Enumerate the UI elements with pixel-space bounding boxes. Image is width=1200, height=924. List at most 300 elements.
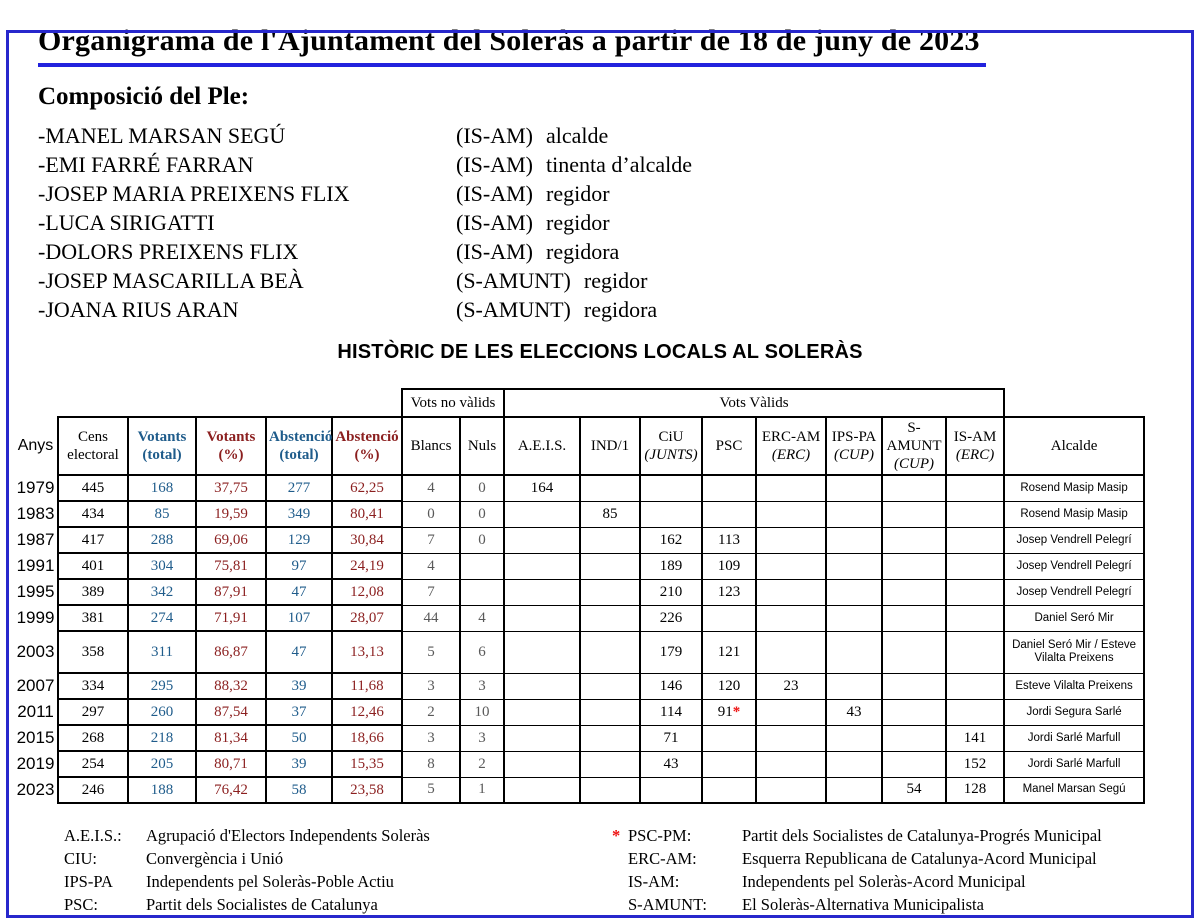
cell-psc — [702, 605, 756, 631]
column-header-ciu — [640, 417, 702, 475]
cell-samunt — [882, 475, 946, 501]
legend-abbr: PSC-PM: — [628, 826, 692, 845]
legend-definition: Agrupació d'Electors Independents Soleràs — [146, 826, 430, 845]
footnote-star-spacer — [612, 847, 628, 870]
member-name: -LUCA SIRIGATTI — [38, 210, 215, 235]
cell-abstencio-total: 349 — [266, 501, 332, 527]
legend-abbr: PSC: — [64, 895, 98, 914]
table-head — [14, 389, 1144, 475]
cell-ercam — [756, 527, 826, 553]
column-header-abst_total — [266, 417, 332, 475]
cell-ipspa — [826, 475, 882, 501]
column-header-votants_pct — [196, 417, 266, 475]
cell-abstencio-total: 58 — [266, 777, 332, 803]
cell-nuls: 0 — [460, 527, 504, 553]
legend-definition: Convergència i Unió — [146, 849, 284, 868]
cell-abstencio-total: 37 — [266, 699, 332, 725]
column-header-abst_pct — [332, 417, 402, 475]
cell-abstencio-total: 47 — [266, 631, 332, 673]
cell-psc: 121 — [702, 631, 756, 673]
legend-definition: Partit dels Socialistes de Catalunya — [146, 895, 378, 914]
member-name: -JOANA RIUS ARAN — [38, 297, 239, 322]
cell-votants-total: 311 — [128, 631, 196, 673]
legend-abbr: A.E.I.S.: — [64, 826, 122, 845]
cell-nuls: 4 — [460, 605, 504, 631]
cell-alcalde: Daniel Seró Mir — [1004, 605, 1144, 631]
cell-cens: 445 — [58, 475, 128, 501]
table-row — [14, 553, 1144, 579]
cell-alcalde: Josep Vendrell Pelegrí — [1004, 579, 1144, 605]
column-header-isam — [946, 417, 1004, 475]
cell-abstencio-total: 107 — [266, 605, 332, 631]
cell-votants-pct: 87,91 — [196, 579, 266, 605]
legend-item — [64, 847, 612, 870]
member-row — [38, 208, 1200, 237]
cell-ind1 — [580, 777, 640, 803]
cell-ercam — [756, 631, 826, 673]
column-header-line: (CUP) — [894, 456, 935, 472]
column-header-line: A.E.I.S. — [517, 438, 567, 454]
cell-blancs: 4 — [402, 475, 460, 501]
cell-abstencio-total: 47 — [266, 579, 332, 605]
spacer-cell — [14, 389, 58, 417]
cell-blancs: 7 — [402, 527, 460, 553]
cell-abstencio-pct: 12,46 — [332, 699, 402, 725]
cell-votants-pct: 80,71 — [196, 751, 266, 777]
member-role: regidora — [546, 239, 620, 264]
year-label: 1995 — [16, 582, 55, 601]
cell-alcalde: Josep Vendrell Pelegrí — [1004, 527, 1144, 553]
legend-item — [64, 870, 612, 893]
cell-alcalde: Rosend Masip Masip — [1004, 501, 1144, 527]
cell-aeis — [504, 699, 580, 725]
member-name: -MANEL MARSAN SEGÚ — [38, 123, 286, 148]
member-party: (IS-AM) — [456, 152, 533, 177]
cell-blancs: 5 — [402, 777, 460, 803]
cell-votants-total: 205 — [128, 751, 196, 777]
member-name: -JOSEP MASCARILLA BEÀ — [38, 268, 304, 293]
cell-ciu: 179 — [640, 631, 702, 673]
column-header-line: (total) — [279, 447, 319, 463]
table-row — [14, 527, 1144, 553]
cell-ciu: 146 — [640, 673, 702, 699]
footnote-star-spacer — [612, 893, 628, 916]
cell-ercam — [756, 725, 826, 751]
column-header-row — [14, 417, 1144, 475]
column-header-line: IND/1 — [590, 438, 630, 454]
cell-samunt — [882, 673, 946, 699]
cell-alcalde: Manel Marsan Segú — [1004, 777, 1144, 803]
cell-ipspa — [826, 751, 882, 777]
cell-alcalde: Jordi Segura Sarlé — [1004, 699, 1144, 725]
col-group-header-invalid: Vots no vàlids — [402, 389, 504, 417]
table-title: HISTÒRIC DE LES ELECCIONS LOCALS AL SOLERÀS — [337, 341, 863, 363]
cell-abstencio-pct: 62,25 — [332, 475, 402, 501]
table-row — [14, 501, 1144, 527]
cell-blancs: 8 — [402, 751, 460, 777]
cell-psc — [702, 725, 756, 751]
cell-nuls — [460, 553, 504, 579]
cell-psc — [702, 751, 756, 777]
legend-abbr: IPS-PA — [64, 872, 113, 891]
cell-blancs: 5 — [402, 631, 460, 673]
cell-ipspa — [826, 553, 882, 579]
cell-samunt — [882, 579, 946, 605]
cell-aeis — [504, 501, 580, 527]
legend-item — [64, 893, 612, 916]
footnote-star: * — [612, 826, 621, 845]
member-role: regidor — [583, 268, 648, 293]
column-header-line: Abstenció — [269, 429, 333, 445]
member-party: (S-AMUNT) — [456, 268, 571, 293]
cell-votants-total: 304 — [128, 553, 196, 579]
year-label: 1979 — [16, 478, 55, 497]
legend-item — [612, 847, 1102, 870]
cell-aeis — [504, 527, 580, 553]
column-header-line: S-AMUNT — [886, 420, 942, 454]
footnote-star-spacer — [612, 870, 628, 893]
cell-votants-total: 168 — [128, 475, 196, 501]
legend-abbr: ERC-AM: — [628, 849, 697, 868]
member-name: -EMI FARRÉ FARRAN — [38, 152, 254, 177]
cell-ercam — [756, 501, 826, 527]
cell-ercam — [756, 475, 826, 501]
cell-ercam — [756, 579, 826, 605]
legend-definition: Independents pel Soleràs-Acord Municipal — [742, 872, 1026, 891]
cell-ciu: 189 — [640, 553, 702, 579]
cell-abstencio-total: 39 — [266, 751, 332, 777]
cell-votants-pct: 87,54 — [196, 699, 266, 725]
cell-samunt — [882, 751, 946, 777]
cell-ercam — [756, 699, 826, 725]
cell-aeis — [504, 553, 580, 579]
cell-votants-total: 295 — [128, 673, 196, 699]
cell-blancs: 7 — [402, 579, 460, 605]
column-header-line: Alcalde — [1050, 438, 1098, 454]
column-header-line: Cens — [78, 429, 108, 445]
legend-definition: Independents pel Soleràs-Poble Actiu — [146, 872, 394, 891]
column-header-ind1 — [580, 417, 640, 475]
member-row — [38, 179, 1200, 208]
cell-votants-pct: 75,81 — [196, 553, 266, 579]
cell-isam — [946, 673, 1004, 699]
member-role: alcalde — [546, 123, 609, 148]
table-row — [14, 579, 1144, 605]
cell-blancs: 4 — [402, 553, 460, 579]
cell-ipspa — [826, 501, 882, 527]
cell-aeis — [504, 579, 580, 605]
cell-abstencio-pct: 28,07 — [332, 605, 402, 631]
column-header-line: Nuls — [467, 438, 497, 454]
cell-aeis — [504, 751, 580, 777]
member-row — [38, 150, 1200, 179]
table-row — [14, 725, 1144, 751]
cell-samunt — [882, 527, 946, 553]
cell-abstencio-pct: 11,68 — [332, 673, 402, 699]
legend — [64, 824, 1200, 916]
legend-abbr: CIU: — [64, 849, 97, 868]
cell-aeis — [504, 605, 580, 631]
cell-isam — [946, 475, 1004, 501]
cell-votants-total: 288 — [128, 527, 196, 553]
members-list — [38, 121, 1200, 324]
column-header-cens — [58, 417, 128, 475]
cell-isam — [946, 527, 1004, 553]
member-row — [38, 295, 1200, 324]
cell-votants-total: 260 — [128, 699, 196, 725]
cell-abstencio-pct: 13,13 — [332, 631, 402, 673]
legend-definition: Partit dels Socialistes de Catalunya-Progrés Municipal — [742, 826, 1102, 845]
legend-definition: El Soleràs-Alternativa Municipalista — [742, 895, 984, 914]
spacer-cell — [58, 389, 402, 417]
column-header-line: (JUNTS) — [644, 447, 698, 463]
cell-cens: 297 — [58, 699, 128, 725]
member-row — [38, 121, 1200, 150]
table-row — [14, 605, 1144, 631]
column-header-line: CiU — [658, 429, 684, 445]
cell-isam — [946, 579, 1004, 605]
member-row — [38, 266, 1200, 295]
cell-ind1 — [580, 631, 640, 673]
cell-abstencio-pct: 80,41 — [332, 501, 402, 527]
cell-votants-pct: 76,42 — [196, 777, 266, 803]
column-header-line: PSC — [715, 438, 743, 454]
column-header-blancs — [402, 417, 460, 475]
cell-ipspa — [826, 579, 882, 605]
cell-blancs: 3 — [402, 673, 460, 699]
table-body — [14, 475, 1144, 803]
cell-votants-pct: 81,34 — [196, 725, 266, 751]
section-title: Composició del Ple: — [38, 83, 250, 110]
year-label: 2015 — [16, 728, 55, 747]
cell-ciu: 210 — [640, 579, 702, 605]
cell-cens: 254 — [58, 751, 128, 777]
column-header-aeis — [504, 417, 580, 475]
cell-abstencio-pct: 23,58 — [332, 777, 402, 803]
cell-ercam: 23 — [756, 673, 826, 699]
cell-ciu — [640, 501, 702, 527]
cell-cens: 417 — [58, 527, 128, 553]
legend-item — [612, 893, 1102, 916]
column-header-line: (%) — [218, 447, 244, 463]
col-group-header-valid: Vots Vàlids — [504, 389, 1004, 417]
cell-psc — [702, 777, 756, 803]
cell-ipspa — [826, 605, 882, 631]
cell-cens: 358 — [58, 631, 128, 673]
cell-ipspa — [826, 631, 882, 673]
cell-isam — [946, 699, 1004, 725]
table-row — [14, 699, 1144, 725]
cell-psc: 120 — [702, 673, 756, 699]
footnote-star: * — [732, 703, 741, 720]
cell-aeis — [504, 725, 580, 751]
column-header-psc — [702, 417, 756, 475]
cell-aeis — [504, 631, 580, 673]
member-party: (S-AMUNT) — [456, 297, 571, 322]
cell-ipspa — [826, 725, 882, 751]
cell-ind1 — [580, 605, 640, 631]
legend-abbr: IS-AM: — [628, 872, 680, 891]
cell-cens: 268 — [58, 725, 128, 751]
spacer-cell — [1004, 389, 1144, 417]
cell-aeis: 164 — [504, 475, 580, 501]
cell-alcalde: Jordi Sarlé Marfull — [1004, 751, 1144, 777]
cell-abstencio-pct: 15,35 — [332, 751, 402, 777]
cell-ipspa — [826, 673, 882, 699]
cell-ind1 — [580, 553, 640, 579]
cell-cens: 401 — [58, 553, 128, 579]
cell-cens: 246 — [58, 777, 128, 803]
cell-abstencio-total: 97 — [266, 553, 332, 579]
cell-samunt — [882, 605, 946, 631]
cell-votants-total: 218 — [128, 725, 196, 751]
cell-isam: 152 — [946, 751, 1004, 777]
column-header-ipspa — [826, 417, 882, 475]
legend-abbr: S-AMUNT: — [628, 895, 707, 914]
column-header-line: ERC-AM — [761, 429, 821, 445]
member-role: tinenta d’alcalde — [546, 152, 692, 177]
cell-psc: 109 — [702, 553, 756, 579]
column-header-line: (%) — [354, 447, 380, 463]
cell-ind1: 85 — [580, 501, 640, 527]
year-label: 1987 — [16, 530, 55, 549]
cell-isam: 128 — [946, 777, 1004, 803]
cell-alcalde: Josep Vendrell Pelegrí — [1004, 553, 1144, 579]
cell-abstencio-pct: 18,66 — [332, 725, 402, 751]
anys-column-label: Anys — [17, 437, 54, 454]
cell-ercam — [756, 777, 826, 803]
year-label: 2003 — [16, 642, 55, 661]
cell-blancs: 2 — [402, 699, 460, 725]
legend-right-column — [612, 824, 1102, 916]
cell-samunt — [882, 553, 946, 579]
elections-table — [14, 388, 1145, 804]
cell-ercam — [756, 605, 826, 631]
member-party: (IS-AM) — [456, 123, 533, 148]
page-title: Organigrama de l'Ajuntament del Soleràs a partir de 18 de juny de 2023 — [38, 24, 986, 67]
cell-ind1 — [580, 751, 640, 777]
member-name: -JOSEP MARIA PREIXENS FLIX — [38, 181, 350, 206]
cell-isam — [946, 553, 1004, 579]
column-header-alcalde — [1004, 417, 1144, 475]
cell-samunt: 54 — [882, 777, 946, 803]
cell-votants-total: 85 — [128, 501, 196, 527]
member-party: (IS-AM) — [456, 181, 533, 206]
member-role: regidora — [583, 297, 658, 322]
cell-isam — [946, 631, 1004, 673]
member-name: -DOLORS PREIXENS FLIX — [38, 239, 299, 264]
cell-ciu — [640, 777, 702, 803]
cell-abstencio-total: 50 — [266, 725, 332, 751]
year-label: 2007 — [16, 676, 55, 695]
cell-nuls: 0 — [460, 501, 504, 527]
column-header-line: (total) — [142, 447, 182, 463]
year-label: 1999 — [16, 608, 55, 627]
column-header-line: IS-AM — [953, 429, 997, 445]
cell-aeis — [504, 777, 580, 803]
document-page — [0, 24, 1200, 924]
year-label: 1983 — [16, 504, 55, 523]
cell-nuls: 1 — [460, 777, 504, 803]
column-header-line: (ERC) — [771, 447, 811, 463]
cell-psc: 123 — [702, 579, 756, 605]
cell-ipspa — [826, 777, 882, 803]
cell-alcalde: Esteve Vilalta Preixens — [1004, 673, 1144, 699]
table-row — [14, 777, 1144, 803]
cell-nuls: 0 — [460, 475, 504, 501]
cell-votants-total: 342 — [128, 579, 196, 605]
cell-ciu: 114 — [640, 699, 702, 725]
cell-abstencio-total: 129 — [266, 527, 332, 553]
column-header-line: Votants — [206, 429, 256, 445]
cell-ind1 — [580, 527, 640, 553]
group-header-row — [14, 389, 1144, 417]
cell-ind1 — [580, 725, 640, 751]
cell-abstencio-pct: 24,19 — [332, 553, 402, 579]
member-party: (IS-AM) — [456, 239, 533, 264]
cell-psc — [702, 475, 756, 501]
cell-ciu: 43 — [640, 751, 702, 777]
cell-abstencio-total: 277 — [266, 475, 332, 501]
cell-ind1 — [580, 699, 640, 725]
cell-nuls: 10 — [460, 699, 504, 725]
column-header-line: Abstenció — [335, 429, 399, 445]
column-header-line: IPS-PA — [831, 429, 877, 445]
column-header-ercam — [756, 417, 826, 475]
cell-cens: 389 — [58, 579, 128, 605]
cell-psc: 113 — [702, 527, 756, 553]
cell-nuls — [460, 579, 504, 605]
cell-nuls: 6 — [460, 631, 504, 673]
cell-alcalde: Daniel Seró Mir / Esteve Vilalta Preixens — [1004, 631, 1144, 673]
cell-votants-pct: 19,59 — [196, 501, 266, 527]
year-label: 2023 — [16, 780, 55, 799]
cell-votants-total: 274 — [128, 605, 196, 631]
member-party: (IS-AM) — [456, 210, 533, 235]
cell-alcalde: Rosend Masip Masip — [1004, 475, 1144, 501]
cell-votants-pct: 86,87 — [196, 631, 266, 673]
cell-samunt — [882, 699, 946, 725]
cell-votants-total: 188 — [128, 777, 196, 803]
cell-cens: 434 — [58, 501, 128, 527]
table-row — [14, 475, 1144, 501]
cell-alcalde: Jordi Sarlé Marfull — [1004, 725, 1144, 751]
column-header-nuls — [460, 417, 504, 475]
cell-psc: 91* — [702, 699, 756, 725]
cell-blancs: 0 — [402, 501, 460, 527]
legend-left-column — [64, 824, 612, 916]
cell-abstencio-pct: 30,84 — [332, 527, 402, 553]
cell-nuls: 3 — [460, 673, 504, 699]
member-row — [38, 237, 1200, 266]
cell-nuls: 3 — [460, 725, 504, 751]
year-label: 2019 — [16, 754, 55, 773]
table-row — [14, 673, 1144, 699]
legend-item — [612, 824, 1102, 847]
cell-nuls: 2 — [460, 751, 504, 777]
column-header-line: Blancs — [410, 438, 452, 454]
cell-ercam — [756, 553, 826, 579]
member-role: regidor — [546, 210, 610, 235]
cell-blancs: 3 — [402, 725, 460, 751]
cell-ercam — [756, 751, 826, 777]
member-role: regidor — [546, 181, 610, 206]
cell-samunt — [882, 725, 946, 751]
cell-cens: 381 — [58, 605, 128, 631]
cell-samunt — [882, 501, 946, 527]
legend-definition: Esquerra Republicana de Catalunya-Acord Municipal — [742, 849, 1097, 868]
year-label: 1991 — [16, 556, 55, 575]
